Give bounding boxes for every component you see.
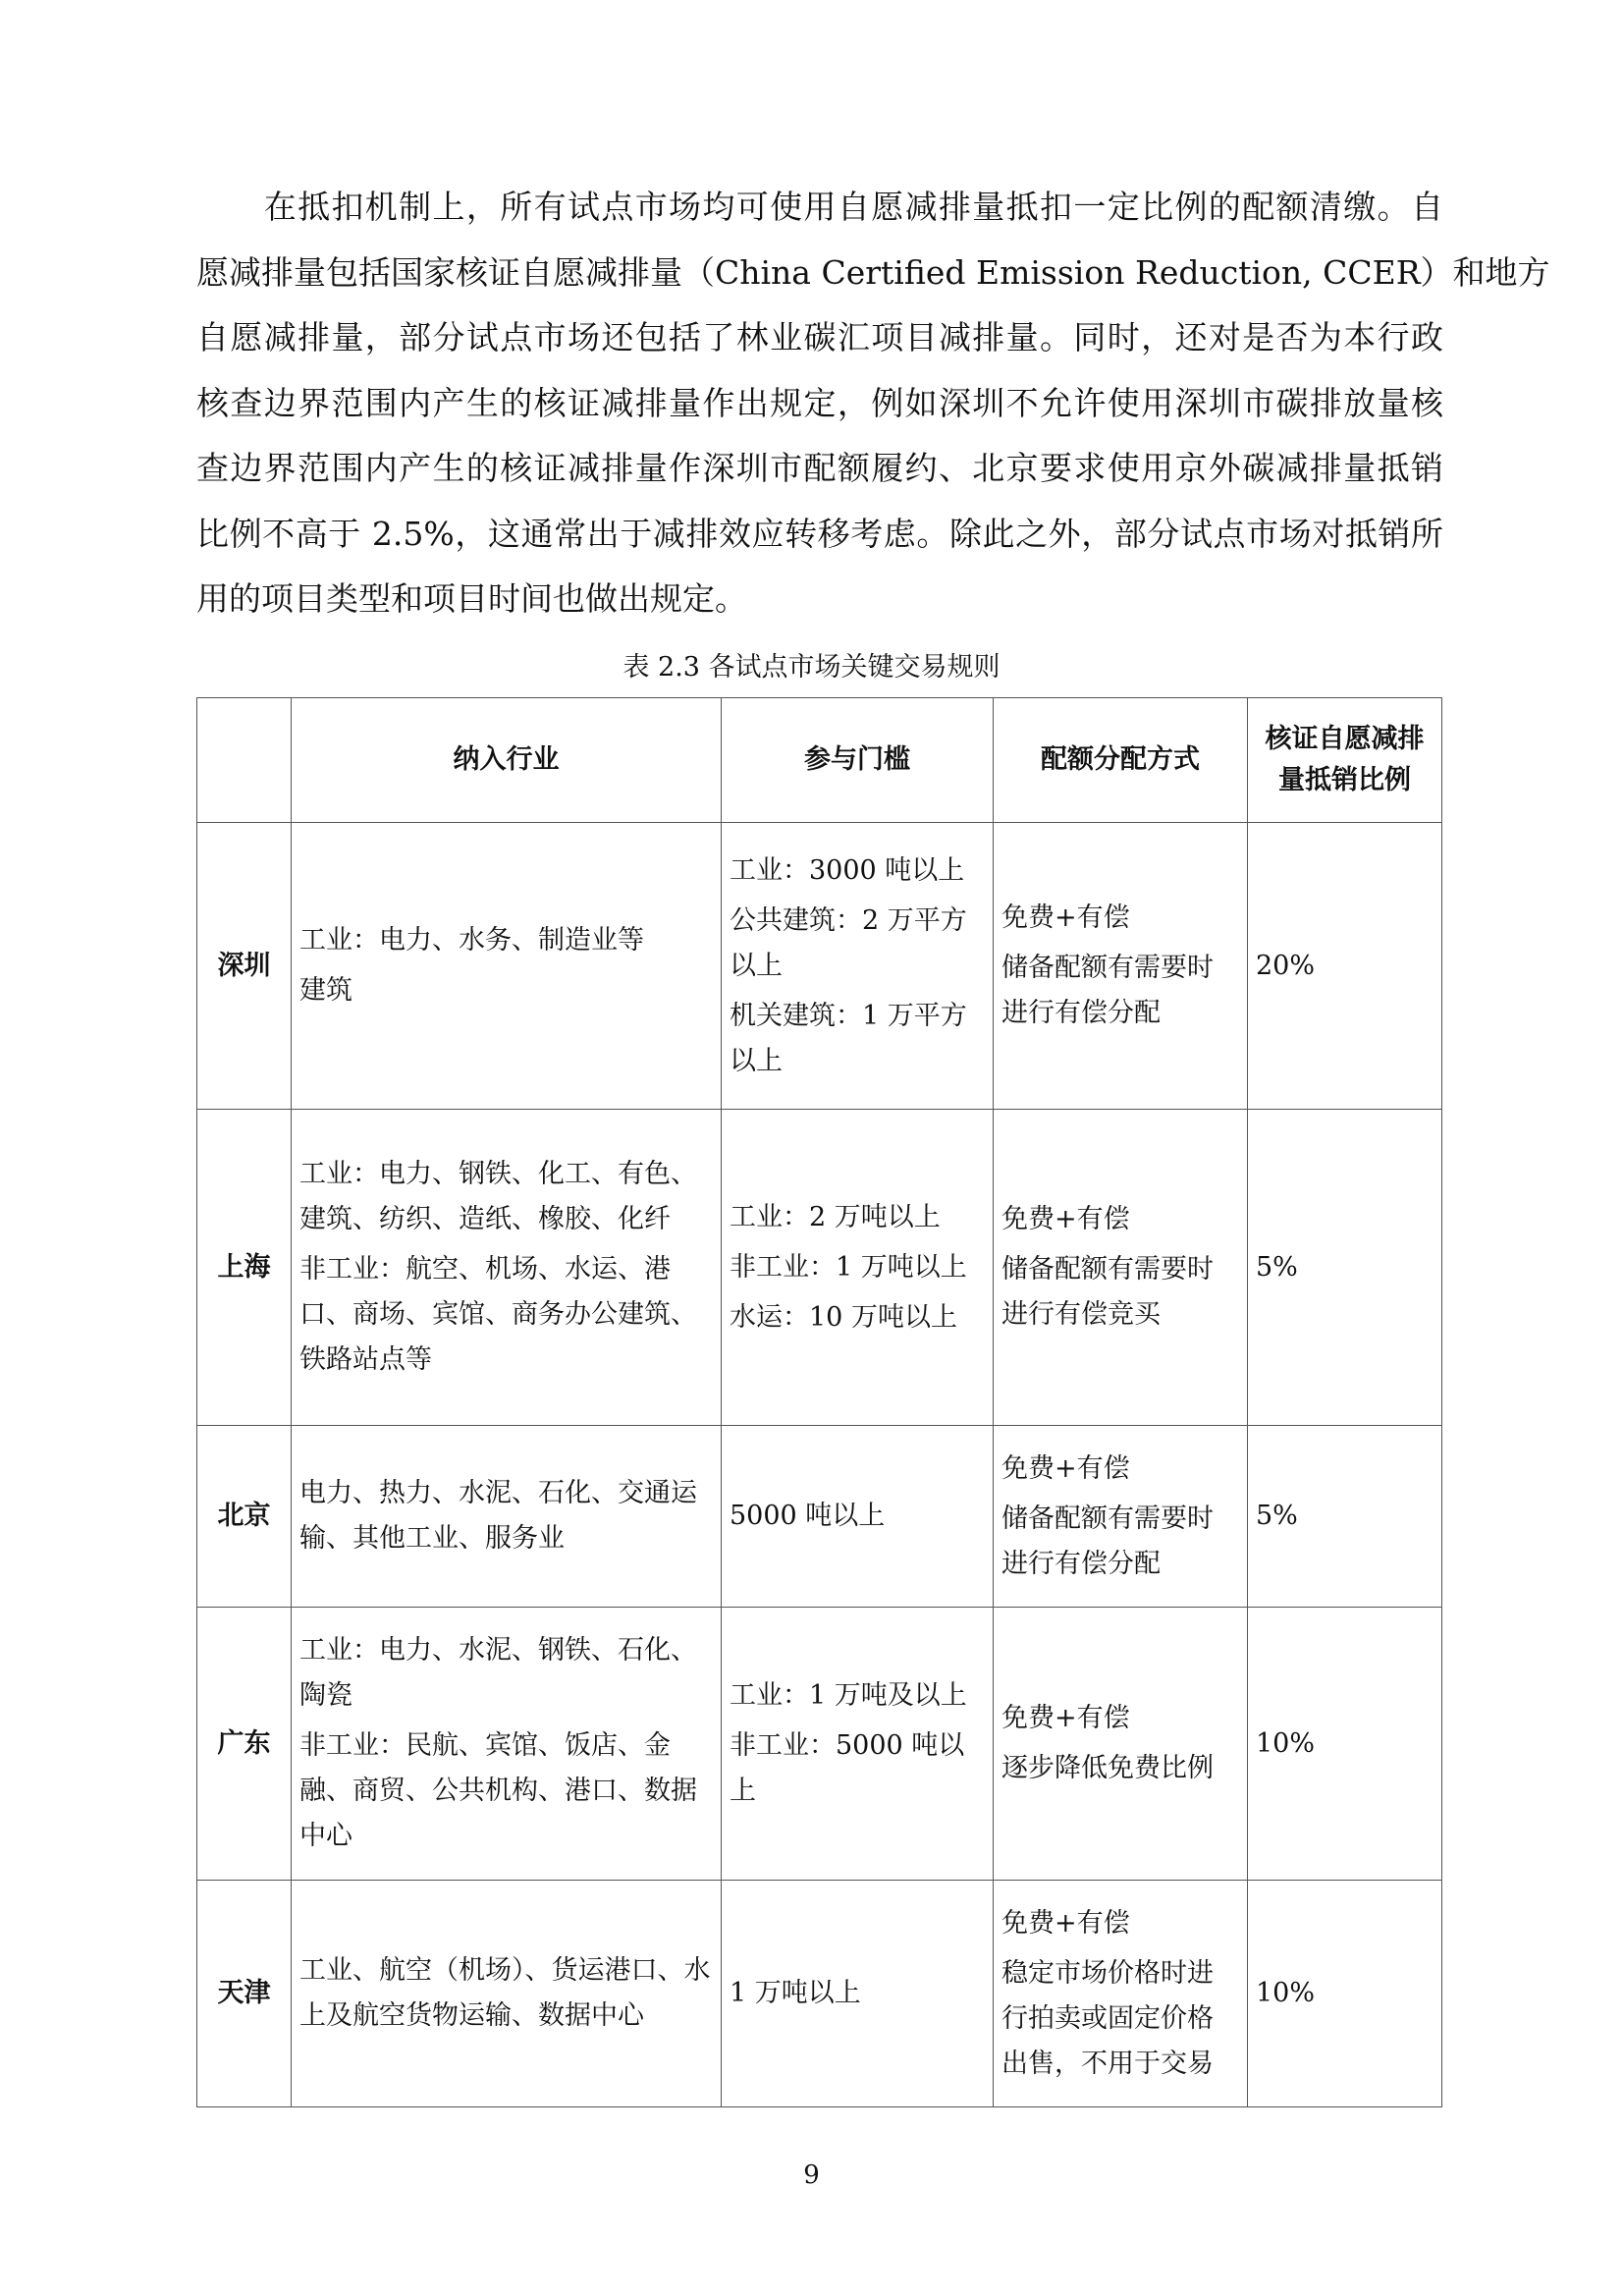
paragraph-line: 在抵扣机制上，所有试点市场均可使用自愿减排量抵扣一定比例的配额清缴。自 bbox=[196, 188, 1443, 226]
city-cell: 北京 bbox=[197, 1426, 292, 1608]
table-caption: 表 2.3 各试点市场关键交易规则 bbox=[622, 652, 1001, 683]
threshold-item: 工业：1 万吨及以上 bbox=[730, 1680, 967, 1711]
header-allocation: 配额分配方式 bbox=[994, 698, 1248, 823]
industry-item: 建筑 bbox=[299, 975, 352, 1006]
trading-rules-table bbox=[196, 697, 1442, 2107]
industry-cell bbox=[292, 1110, 722, 1426]
body-paragraph bbox=[196, 182, 1550, 639]
industry-item: 工业：电力、水泥、钢铁、石化、陶瓷 bbox=[299, 1635, 697, 1711]
page-number: 9 bbox=[803, 2160, 820, 2190]
industry-item: 工业：电力、水务、制造业等 bbox=[299, 925, 644, 956]
industry-item: 工业：电力、钢铁、化工、有色、建筑、纺织、造纸、橡胶、化纤 bbox=[299, 1159, 697, 1234]
allocation-item: 储备配额有需要时进行有偿分配 bbox=[1001, 953, 1214, 1028]
threshold-cell bbox=[722, 1426, 994, 1608]
offset-cell: 10% bbox=[1248, 1881, 1442, 2107]
allocation-item: 免费+有偿 bbox=[1001, 902, 1130, 933]
industry-cell bbox=[292, 1426, 722, 1608]
city-cell: 深圳 bbox=[197, 823, 292, 1110]
threshold-cell bbox=[722, 1881, 994, 2107]
threshold-item: 水运：10 万吨以上 bbox=[730, 1301, 957, 1333]
threshold-cell bbox=[722, 1110, 994, 1426]
threshold-item: 5000 吨以上 bbox=[730, 1501, 886, 1531]
allocation-cell bbox=[994, 1608, 1248, 1881]
industry-item: 工业、航空（机场）、货运港口、水上及航空货物运输、数据中心 bbox=[299, 1955, 711, 2031]
table-header-row bbox=[197, 698, 1442, 823]
paragraph-line: 核查边界范围内产生的核证减排量作出规定，例如深圳不允许使用深圳市碳排放量核 bbox=[196, 383, 1443, 422]
paragraph-line: 愿减排量包括国家核证自愿减排量（China Certified Emission Reduction, CCER）和地方 bbox=[196, 252, 1550, 292]
threshold-cell bbox=[722, 1608, 994, 1881]
city-cell: 上海 bbox=[197, 1110, 292, 1426]
city-cell: 天津 bbox=[197, 1881, 292, 2107]
industry-item: 电力、热力、水泥、石化、交通运输、其他工业、服务业 bbox=[299, 1478, 697, 1554]
threshold-item: 机关建筑：1 万平方以上 bbox=[730, 1000, 967, 1076]
offset-cell: 10% bbox=[1248, 1608, 1442, 1881]
industry-cell bbox=[292, 1881, 722, 2107]
industry-item: 非工业：民航、宾馆、饭店、金融、商贸、公共机构、港口、数据中心 bbox=[299, 1730, 697, 1851]
allocation-item: 稳定市场价格时进行拍卖或固定价格出售，不用于交易 bbox=[1001, 1957, 1214, 2079]
paragraph-line: 自愿减排量，部分试点市场还包括了林业碳汇项目减排量。同时，还对是否为本行政 bbox=[196, 318, 1443, 356]
allocation-cell bbox=[994, 1110, 1248, 1426]
header-industry: 纳入行业 bbox=[292, 698, 722, 823]
threshold-item: 1 万吨以上 bbox=[730, 1978, 861, 2008]
header-offset-line: 核证自愿减排 bbox=[1265, 724, 1425, 754]
industry-cell bbox=[292, 823, 722, 1110]
offset-cell: 5% bbox=[1248, 1426, 1442, 1608]
table-row bbox=[197, 823, 1442, 1110]
allocation-item: 逐步降低免费比例 bbox=[1001, 1753, 1214, 1783]
offset-cell: 20% bbox=[1248, 823, 1442, 1110]
table-row bbox=[197, 1426, 1442, 1608]
industry-cell bbox=[292, 1608, 722, 1881]
allocation-item: 储备配额有需要时进行有偿竞买 bbox=[1001, 1254, 1214, 1330]
table-row bbox=[197, 1608, 1442, 1881]
allocation-item: 免费+有偿 bbox=[1001, 1204, 1130, 1234]
paragraph-line: 比例不高于 2.5%，这通常出于减排效应转移考虑。除此之外，部分试点市场对抵销所 bbox=[196, 514, 1443, 553]
table-row bbox=[197, 1110, 1442, 1426]
table-row bbox=[197, 1881, 1442, 2107]
offset-cell: 5% bbox=[1248, 1110, 1442, 1426]
threshold-item: 工业：2 万吨以上 bbox=[730, 1201, 941, 1232]
header-threshold: 参与门槛 bbox=[722, 698, 994, 823]
allocation-item: 免费+有偿 bbox=[1001, 1907, 1130, 1939]
threshold-item: 非工业：5000 吨以上 bbox=[730, 1730, 965, 1806]
threshold-cell bbox=[722, 823, 994, 1110]
header-offset bbox=[1248, 698, 1442, 823]
industry-item: 非工业：航空、机场、水运、港口、商场、宾馆、商务办公建筑、铁路站点等 bbox=[299, 1254, 697, 1375]
threshold-item: 工业：3000 吨以上 bbox=[730, 854, 965, 886]
allocation-item: 免费+有偿 bbox=[1001, 1452, 1130, 1484]
header-offset-line: 量抵销比例 bbox=[1278, 765, 1411, 795]
city-cell: 广东 bbox=[197, 1608, 292, 1881]
header-blank bbox=[197, 698, 292, 823]
allocation-item: 免费+有偿 bbox=[1001, 1703, 1130, 1733]
allocation-cell bbox=[994, 1426, 1248, 1608]
threshold-item: 公共建筑：2 万平方以上 bbox=[730, 904, 967, 981]
allocation-item: 储备配额有需要时进行有偿分配 bbox=[1001, 1503, 1214, 1579]
threshold-item: 非工业：1 万吨以上 bbox=[730, 1251, 967, 1283]
paragraph-line: 用的项目类型和项目时间也做出规定。 bbox=[196, 579, 747, 618]
allocation-cell bbox=[994, 1881, 1248, 2107]
allocation-cell bbox=[994, 823, 1248, 1110]
paragraph-line: 查边界范围内产生的核证减排量作深圳市配额履约、北京要求使用京外碳减排量抵销 bbox=[196, 449, 1443, 487]
